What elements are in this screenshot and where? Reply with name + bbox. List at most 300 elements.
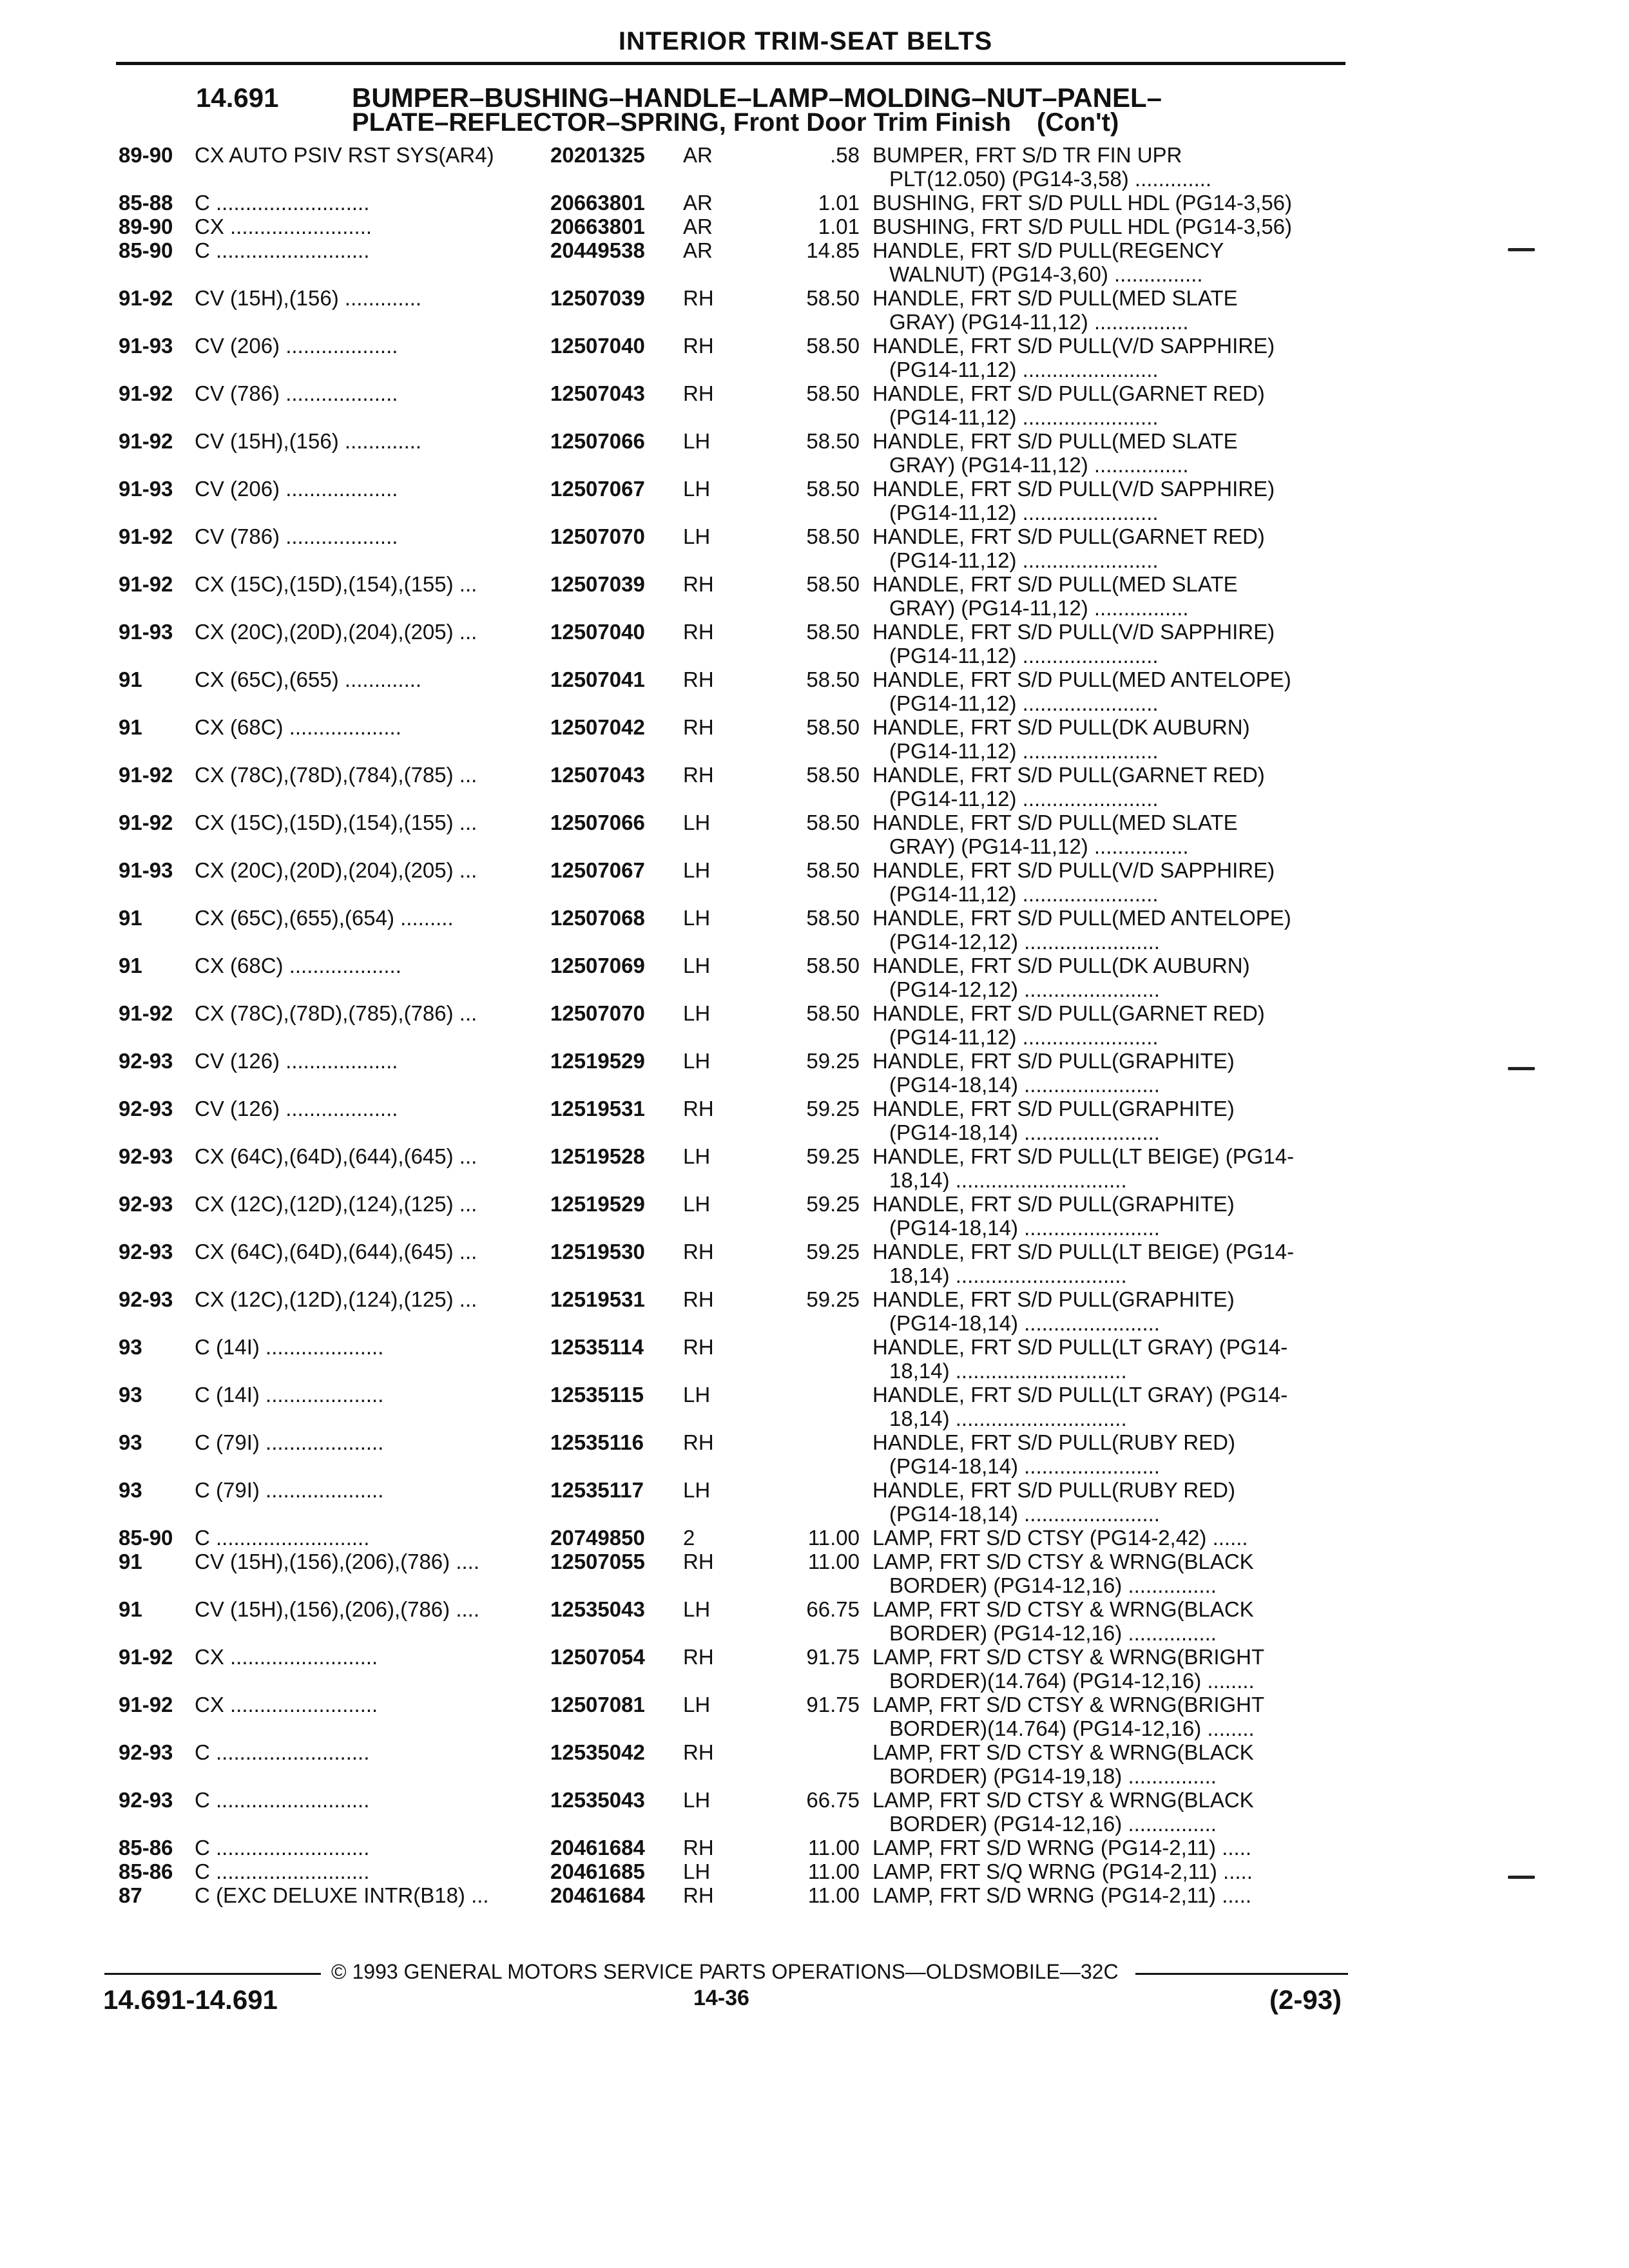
part-row [119, 381, 1343, 429]
description-line1: HANDLE, FRT S/D PULL(V/D SAPPHIRE) [872, 334, 1275, 358]
part-description [872, 1788, 1336, 1836]
part-description [872, 1597, 1336, 1645]
quantity: RH [683, 381, 714, 405]
part-number: 12519531 [550, 1097, 645, 1120]
part-row [119, 215, 1343, 238]
quantity: AR [683, 191, 713, 215]
price: 58.50 [806, 715, 860, 739]
model-code: C (EXC DELUXE INTR(B18) ... [195, 1883, 489, 1907]
description-line2: BORDER) (PG14-12,16) ............... [889, 1621, 1217, 1645]
part-row [119, 1144, 1343, 1192]
part-description [872, 1883, 1336, 1907]
model-years: 91-93 [119, 334, 173, 358]
part-row [119, 1860, 1343, 1883]
part-row [119, 1550, 1343, 1597]
part-number: 20449538 [550, 238, 645, 262]
model-code: CV (786) ................... [195, 381, 398, 405]
part-row [119, 1478, 1343, 1526]
revision-date: (2-93) [1269, 1984, 1342, 2015]
model-years: 92-93 [119, 1740, 173, 1764]
part-number: 12507042 [550, 715, 645, 739]
model-years: 93 [119, 1430, 142, 1454]
part-description [872, 1526, 1336, 1550]
price: 1.01 [818, 215, 860, 238]
description-line1: HANDLE, FRT S/D PULL(LT GRAY) (PG14- [872, 1383, 1288, 1407]
description-line2: (PG14-18,14) ....................... [889, 1073, 1160, 1097]
model-years: 87 [119, 1883, 142, 1907]
description-line1: HANDLE, FRT S/D PULL(GRAPHITE) [872, 1049, 1235, 1073]
section-range: 14.691-14.691 [103, 1984, 278, 2015]
description-line1: LAMP, FRT S/D CTSY (PG14-2,42) ...... [872, 1526, 1248, 1550]
quantity: RH [683, 1836, 714, 1860]
margin-tick-mark [1508, 1067, 1535, 1070]
part-number: 12507067 [550, 477, 645, 501]
model-code: CV (786) ................... [195, 524, 398, 548]
description-line2: (PG14-12,12) ....................... [889, 930, 1160, 954]
quantity: LH [683, 1693, 711, 1716]
part-number: 12507070 [550, 524, 645, 548]
model-code: CX (12C),(12D),(124),(125) ... [195, 1287, 477, 1311]
model-code: C (79I) .................... [195, 1478, 384, 1502]
quantity: LH [683, 524, 711, 548]
description-line2: (PG14-18,14) ....................... [889, 1120, 1160, 1144]
part-number: 12535115 [550, 1383, 644, 1407]
model-years: 92-93 [119, 1788, 173, 1812]
price: 66.75 [806, 1597, 860, 1621]
price: 58.50 [806, 620, 860, 644]
price: 59.25 [806, 1049, 860, 1073]
part-number: 20749850 [550, 1526, 645, 1550]
part-row [119, 1383, 1343, 1430]
quantity: RH [683, 620, 714, 644]
model-code: CX (68C) ................... [195, 715, 401, 739]
description-line1: HANDLE, FRT S/D PULL(MED ANTELOPE) [872, 906, 1291, 930]
model-years: 91 [119, 715, 142, 739]
part-number: 12507043 [550, 763, 645, 787]
price: 91.75 [806, 1645, 860, 1669]
description-line1: HANDLE, FRT S/D PULL(V/D SAPPHIRE) [872, 858, 1275, 882]
description-line2: (PG14-11,12) ....................... [889, 787, 1159, 811]
description-line1: LAMP, FRT S/D CTSY & WRNG(BLACK [872, 1788, 1254, 1812]
price: 59.25 [806, 1287, 860, 1311]
model-years: 92-93 [119, 1049, 173, 1073]
description-line2: 18,14) ............................. [889, 1407, 1127, 1430]
part-row [119, 620, 1343, 668]
description-line2: BORDER) (PG14-12,16) ............... [889, 1573, 1217, 1597]
description-line2: (PG14-11,12) ....................... [889, 691, 1159, 715]
part-number: 20663801 [550, 215, 645, 238]
model-code: CV (15H),(156),(206),(786) .... [195, 1550, 479, 1573]
part-row [119, 334, 1343, 381]
model-code: CX (65C),(655) ............. [195, 668, 422, 691]
part-number: 20461684 [550, 1883, 645, 1907]
part-description [872, 334, 1336, 381]
description-line2: 18,14) ............................. [889, 1359, 1127, 1383]
quantity: AR [683, 143, 713, 167]
description-line1: LAMP, FRT S/D WRNG (PG14-2,11) ..... [872, 1883, 1252, 1907]
quantity: LH [683, 1597, 711, 1621]
model-years: 91 [119, 1597, 142, 1621]
quantity: RH [683, 1240, 714, 1264]
model-years: 91 [119, 954, 142, 977]
part-description [872, 477, 1336, 524]
model-years: 91-92 [119, 429, 173, 453]
part-description [872, 1430, 1336, 1478]
margin-tick-mark [1508, 1876, 1535, 1879]
price: 14.85 [806, 238, 860, 262]
part-number: 12507066 [550, 429, 645, 453]
model-code: C .......................... [195, 1860, 370, 1883]
description-line1: BUSHING, FRT S/D PULL HDL (PG14-3,56) [872, 215, 1293, 238]
part-description [872, 286, 1336, 334]
model-code: CV (15H),(156) ............. [195, 429, 422, 453]
parts-list [119, 143, 1343, 1907]
description-line2: GRAY) (PG14-11,12) ................ [889, 310, 1189, 334]
part-description [872, 954, 1336, 1001]
description-line1: HANDLE, FRT S/D PULL(RUBY RED) [872, 1478, 1235, 1502]
part-number: 12507069 [550, 954, 645, 977]
footer-divider-right [1135, 1973, 1348, 1975]
model-code: C (79I) .................... [195, 1430, 384, 1454]
model-years: 91-92 [119, 811, 173, 834]
part-number: 12507068 [550, 906, 645, 930]
section-number: 14.691 [196, 82, 279, 113]
description-line2: GRAY) (PG14-11,12) ................ [889, 834, 1189, 858]
part-description [872, 1144, 1336, 1192]
part-description [872, 1693, 1336, 1740]
model-code: C (14I) .................... [195, 1335, 384, 1359]
model-code: CX (12C),(12D),(124),(125) ... [195, 1192, 477, 1216]
part-description [872, 215, 1336, 238]
quantity: LH [683, 1478, 711, 1502]
part-row [119, 1788, 1343, 1836]
price: 58.50 [806, 429, 860, 453]
section-title-line1: BUMPER–BUSHING–HANDLE–LAMP–MOLDING–NUT–PANEL– [352, 82, 1162, 113]
description-line2: (PG14-11,12) ....................... [889, 1025, 1159, 1049]
part-description [872, 1240, 1336, 1287]
model-code: C .......................... [195, 1740, 370, 1764]
model-years: 92-93 [119, 1192, 173, 1216]
part-row [119, 572, 1343, 620]
part-row [119, 1836, 1343, 1860]
description-line1: LAMP, FRT S/D CTSY & WRNG(BLACK [872, 1740, 1254, 1764]
model-years: 93 [119, 1478, 142, 1502]
quantity: RH [683, 1883, 714, 1907]
model-years: 91 [119, 906, 142, 930]
part-number: 12519529 [550, 1049, 645, 1073]
page-title: INTERIOR TRIM-SEAT BELTS [618, 27, 993, 55]
model-code: CV (15H),(156),(206),(786) .... [195, 1597, 479, 1621]
quantity: LH [683, 1383, 711, 1407]
model-years: 91-93 [119, 620, 173, 644]
model-code: C .......................... [195, 1836, 370, 1860]
price: 58.50 [806, 763, 860, 787]
model-years: 91-92 [119, 286, 173, 310]
quantity: LH [683, 477, 711, 501]
description-line1: HANDLE, FRT S/D PULL(GARNET RED) [872, 1001, 1265, 1025]
model-years: 91-92 [119, 524, 173, 548]
description-line1: LAMP, FRT S/D CTSY & WRNG(BRIGHT [872, 1645, 1265, 1669]
quantity: LH [683, 1144, 711, 1168]
description-line2: BORDER)(14.764) (PG14-12,16) ........ [889, 1716, 1255, 1740]
part-number: 12507054 [550, 1645, 645, 1669]
part-description [872, 1645, 1336, 1693]
description-line1: HANDLE, FRT S/D PULL(MED SLATE [872, 429, 1238, 453]
quantity: RH [683, 1645, 714, 1669]
model-code: C .......................... [195, 191, 370, 215]
part-row [119, 1001, 1343, 1049]
description-line2: 18,14) ............................. [889, 1168, 1127, 1192]
part-row [119, 238, 1343, 286]
model-years: 91-92 [119, 1001, 173, 1025]
part-number: 12535042 [550, 1740, 645, 1764]
model-years: 91 [119, 668, 142, 691]
part-number: 20461684 [550, 1836, 645, 1860]
model-years: 92-93 [119, 1144, 173, 1168]
part-number: 12535116 [550, 1430, 644, 1454]
part-row [119, 715, 1343, 763]
model-code: C .......................... [195, 1526, 370, 1550]
part-number: 12507067 [550, 858, 645, 882]
model-code: CX (64C),(64D),(644),(645) ... [195, 1144, 477, 1168]
part-row [119, 668, 1343, 715]
part-description [872, 1049, 1336, 1097]
part-number: 12507055 [550, 1550, 645, 1573]
price: 11.00 [807, 1550, 860, 1573]
part-row [119, 1287, 1343, 1335]
part-number: 12519529 [550, 1192, 645, 1216]
price: 58.50 [806, 286, 860, 310]
model-years: 91-93 [119, 858, 173, 882]
part-row [119, 1335, 1343, 1383]
quantity: RH [683, 1740, 714, 1764]
price: 59.25 [806, 1097, 860, 1120]
part-description [872, 1001, 1336, 1049]
description-line2: (PG14-11,12) ....................... [889, 882, 1159, 906]
description-line1: HANDLE, FRT S/D PULL(GARNET RED) [872, 381, 1265, 405]
model-code: CX ......................... [195, 1693, 378, 1716]
model-code: CX ........................ [195, 215, 372, 238]
quantity: LH [683, 1860, 711, 1883]
part-row [119, 286, 1343, 334]
part-number: 20201325 [550, 143, 645, 167]
description-line2: (PG14-18,14) ....................... [889, 1311, 1160, 1335]
model-code: CX ......................... [195, 1645, 378, 1669]
quantity: RH [683, 1550, 714, 1573]
description-line1: HANDLE, FRT S/D PULL(REGENCY [872, 238, 1224, 262]
description-line1: LAMP, FRT S/D WRNG (PG14-2,11) ..... [872, 1836, 1252, 1860]
part-number: 12519531 [550, 1287, 645, 1311]
model-code: CV (206) ................... [195, 334, 398, 358]
description-line2: 18,14) ............................. [889, 1264, 1127, 1287]
description-line1: HANDLE, FRT S/D PULL(GRAPHITE) [872, 1192, 1235, 1216]
part-number: 12507040 [550, 620, 645, 644]
model-code: CX (78C),(78D),(784),(785) ... [195, 763, 477, 787]
price: 59.25 [806, 1192, 860, 1216]
part-row [119, 906, 1343, 954]
quantity: RH [683, 763, 714, 787]
description-line1: LAMP, FRT S/Q WRNG (PG14-2,11) ..... [872, 1860, 1253, 1883]
part-number: 12507039 [550, 572, 645, 596]
model-years: 89-90 [119, 215, 173, 238]
model-code: CX (65C),(655),(654) ......... [195, 906, 454, 930]
price: 58.50 [806, 381, 860, 405]
model-years: 92-93 [119, 1097, 173, 1120]
quantity: LH [683, 1049, 711, 1073]
margin-tick-mark [1508, 248, 1535, 251]
price: .58 [830, 143, 860, 167]
part-row [119, 1645, 1343, 1693]
quantity: LH [683, 1788, 711, 1812]
description-line2: (PG14-18,14) ....................... [889, 1454, 1160, 1478]
part-number: 12519530 [550, 1240, 645, 1264]
description-line2: BORDER)(14.764) (PG14-12,16) ........ [889, 1669, 1255, 1693]
part-description [872, 524, 1336, 572]
quantity: RH [683, 1335, 714, 1359]
part-number: 12535043 [550, 1597, 645, 1621]
part-row [119, 858, 1343, 906]
description-line2: (PG14-18,14) ....................... [889, 1216, 1160, 1240]
part-description [872, 858, 1336, 906]
quantity: LH [683, 811, 711, 834]
part-description [872, 715, 1336, 763]
part-row [119, 191, 1343, 215]
part-row [119, 954, 1343, 1001]
model-code: CV (15H),(156) ............. [195, 286, 422, 310]
description-line1: HANDLE, FRT S/D PULL(LT BEIGE) (PG14- [872, 1144, 1295, 1168]
quantity: AR [683, 238, 713, 262]
quantity: RH [683, 1430, 714, 1454]
description-line2: (PG14-11,12) ....................... [889, 739, 1159, 763]
part-description [872, 381, 1336, 429]
description-line1: HANDLE, FRT S/D PULL(LT GRAY) (PG14- [872, 1335, 1288, 1359]
description-line1: HANDLE, FRT S/D PULL(GARNET RED) [872, 524, 1265, 548]
description-line1: HANDLE, FRT S/D PULL(DK AUBURN) [872, 715, 1250, 739]
description-line1: HANDLE, FRT S/D PULL(MED SLATE [872, 286, 1238, 310]
model-years: 91-92 [119, 1693, 173, 1716]
description-line2: WALNUT) (PG14-3,60) ............... [889, 262, 1203, 286]
part-description [872, 811, 1336, 858]
price: 1.01 [818, 191, 860, 215]
part-description [872, 620, 1336, 668]
part-description [872, 1287, 1336, 1335]
description-line2: (PG14-18,14) ....................... [889, 1502, 1160, 1526]
part-description [872, 1335, 1336, 1383]
part-description [872, 906, 1336, 954]
model-years: 85-88 [119, 191, 173, 215]
part-description [872, 1478, 1336, 1526]
description-line1: HANDLE, FRT S/D PULL(MED ANTELOPE) [872, 668, 1291, 691]
model-years: 91-93 [119, 477, 173, 501]
description-line1: LAMP, FRT S/D CTSY & WRNG(BLACK [872, 1597, 1254, 1621]
part-description [872, 1740, 1336, 1788]
part-row [119, 1597, 1343, 1645]
description-line2: BORDER) (PG14-12,16) ............... [889, 1812, 1217, 1836]
price: 58.50 [806, 858, 860, 882]
part-number: 12507043 [550, 381, 645, 405]
model-years: 85-90 [119, 1526, 173, 1550]
page-number: 14-36 [693, 1986, 749, 2010]
price: 58.50 [806, 524, 860, 548]
quantity: RH [683, 1097, 714, 1120]
part-description [872, 143, 1336, 191]
description-line1: HANDLE, FRT S/D PULL(LT BEIGE) (PG14- [872, 1240, 1295, 1264]
quantity: 2 [683, 1526, 695, 1550]
model-years: 91-92 [119, 1645, 173, 1669]
quantity: RH [683, 286, 714, 310]
price: 59.25 [806, 1144, 860, 1168]
model-years: 85-86 [119, 1836, 173, 1860]
price: 91.75 [806, 1693, 860, 1716]
part-row [119, 1192, 1343, 1240]
quantity: RH [683, 1287, 714, 1311]
part-row [119, 1430, 1343, 1478]
part-number: 12535117 [550, 1478, 644, 1502]
part-row [119, 1693, 1343, 1740]
price: 58.50 [806, 334, 860, 358]
section-title-text: PLATE–REFLECTOR–SPRING, Front Door Trim Finish [352, 108, 1012, 137]
price: 59.25 [806, 1240, 860, 1264]
quantity: LH [683, 1001, 711, 1025]
price: 58.50 [806, 572, 860, 596]
description-line2: PLT(12.050) (PG14-3,58) ............. [889, 167, 1212, 191]
quantity: RH [683, 715, 714, 739]
part-row [119, 1883, 1343, 1907]
model-code: CX AUTO PSIV RST SYS(AR4) [195, 143, 494, 167]
description-line2: (PG14-11,12) ....................... [889, 644, 1159, 668]
part-row [119, 1097, 1343, 1144]
model-code: CX (15C),(15D),(154),(155) ... [195, 572, 477, 596]
quantity: LH [683, 1192, 711, 1216]
description-line1: BUSHING, FRT S/D PULL HDL (PG14-3,56) [872, 191, 1293, 215]
description-line2: GRAY) (PG14-11,12) ................ [889, 453, 1189, 477]
description-line1: HANDLE, FRT S/D PULL(V/D SAPPHIRE) [872, 477, 1275, 501]
continued-label: (Con't) [1037, 108, 1119, 137]
model-years: 91 [119, 1550, 142, 1573]
description-line1: LAMP, FRT S/D CTSY & WRNG(BLACK [872, 1550, 1254, 1573]
description-line2: BORDER) (PG14-19,18) ............... [889, 1764, 1217, 1788]
part-description [872, 1383, 1336, 1430]
model-code: C (14I) .................... [195, 1383, 384, 1407]
model-years: 92-93 [119, 1287, 173, 1311]
description-line2: (PG14-11,12) ....................... [889, 501, 1159, 524]
model-years: 85-90 [119, 238, 173, 262]
model-code: CX (78C),(78D),(785),(786) ... [195, 1001, 477, 1025]
model-code: C .......................... [195, 238, 370, 262]
part-number: 12507070 [550, 1001, 645, 1025]
quantity: LH [683, 906, 711, 930]
part-description [872, 1860, 1336, 1883]
part-number: 12507066 [550, 811, 645, 834]
description-line2: (PG14-11,12) ....................... [889, 548, 1159, 572]
copyright-notice: © 1993 GENERAL MOTORS SERVICE PARTS OPERATIONS—OLDSMOBILE—32C [331, 1960, 1119, 1983]
quantity: LH [683, 954, 711, 977]
price: 58.50 [806, 906, 860, 930]
model-years: 93 [119, 1335, 142, 1359]
description-line2: GRAY) (PG14-11,12) ................ [889, 596, 1189, 620]
model-code: C .......................... [195, 1788, 370, 1812]
part-row [119, 1526, 1343, 1550]
part-description [872, 238, 1336, 286]
description-line2: (PG14-11,12) ....................... [889, 405, 1159, 429]
description-line1: LAMP, FRT S/D CTSY & WRNG(BRIGHT [872, 1693, 1265, 1716]
section-title-line2 [352, 108, 1119, 137]
quantity: LH [683, 858, 711, 882]
part-number: 12507081 [550, 1693, 645, 1716]
part-description [872, 1097, 1336, 1144]
description-line1: HANDLE, FRT S/D PULL(V/D SAPPHIRE) [872, 620, 1275, 644]
price: 58.50 [806, 954, 860, 977]
